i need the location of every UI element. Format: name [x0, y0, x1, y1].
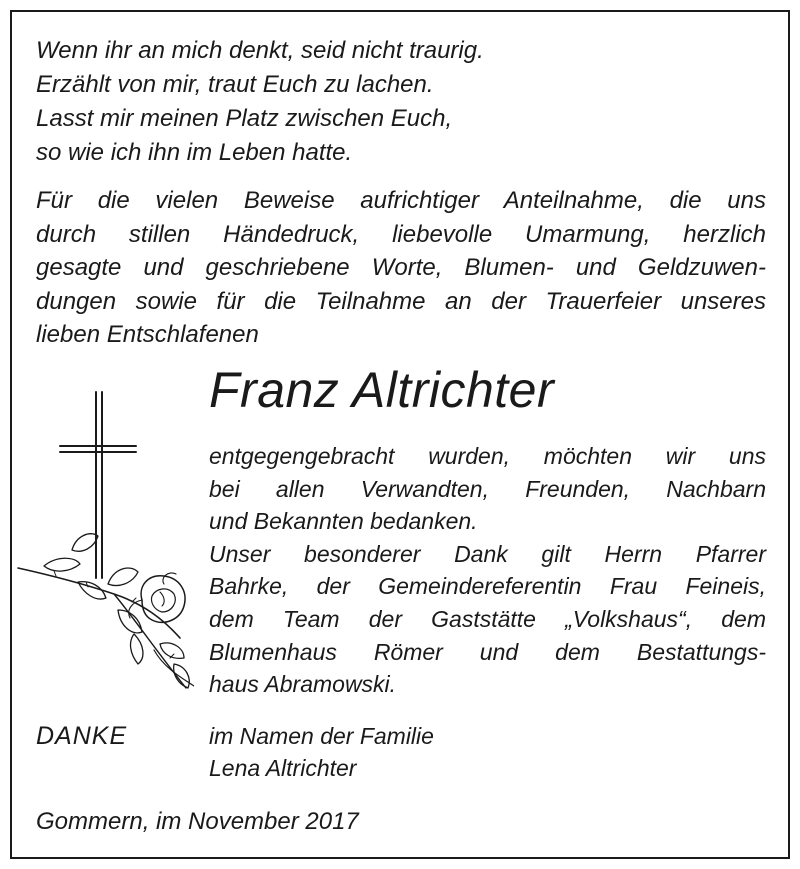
place-date: Gommern, im November 2017: [36, 808, 359, 835]
acknowledgement-line: und Bekannten bedanken.: [209, 508, 478, 535]
cross-with-rose-branch-icon: [14, 388, 194, 713]
thanks-line: Für die vielen Beweise aufrichtiger Anteilnahme, die uns: [36, 187, 766, 214]
acknowledgement-line: entgegengebracht wurden, möchten wir uns: [209, 443, 766, 469]
acknowledgement-line: bei allen Verwandten, Freunden, Nachbarn: [209, 475, 766, 502]
signature-name: Lena Altrichter: [209, 755, 357, 781]
thanks-line: durch stillen Händedruck, liebevolle Umarmung, herzlich: [36, 220, 766, 248]
thanks-line: gesagte und geschriebene Worte, Blumen- und Geldzuwen-: [36, 254, 766, 281]
thanks-line: dungen sowie für die Teilnahme an der Trauerfeier unseres: [36, 287, 766, 315]
poem-line: so wie ich ihn im Leben hatte.: [36, 139, 353, 166]
acknowledgement-paragraph: [209, 440, 766, 701]
poem: [36, 34, 484, 170]
thanks-paragraph: [36, 184, 766, 352]
danke-heading: DANKE: [36, 722, 128, 750]
acknowledgement-line: dem Team der Gaststätte „Volkshaus“, dem: [209, 605, 766, 632]
deceased-name: Franz Altrichter: [209, 362, 555, 418]
signature-block: [209, 720, 434, 784]
acknowledgement-line: Unser besonderer Dank gilt Herrn Pfarrer: [209, 540, 766, 567]
poem-line: Lasst mir meinen Platz zwischen Euch,: [36, 105, 453, 132]
acknowledgement-line: Bahrke, der Gemeindereferentin Frau Feineis,: [209, 573, 766, 600]
poem-line: Erzählt von mir, traut Euch zu lachen.: [36, 71, 434, 98]
obituary-notice: [10, 10, 790, 859]
poem-line: Wenn ihr an mich denkt, seid nicht traurig.: [36, 37, 484, 64]
acknowledgement-line: Blumenhaus Römer und dem Bestattungs-: [209, 638, 766, 665]
acknowledgement-line: haus Abramowski.: [209, 671, 397, 698]
thanks-line: lieben Entschlafenen: [36, 321, 259, 348]
signature-line: im Namen der Familie: [209, 723, 434, 749]
